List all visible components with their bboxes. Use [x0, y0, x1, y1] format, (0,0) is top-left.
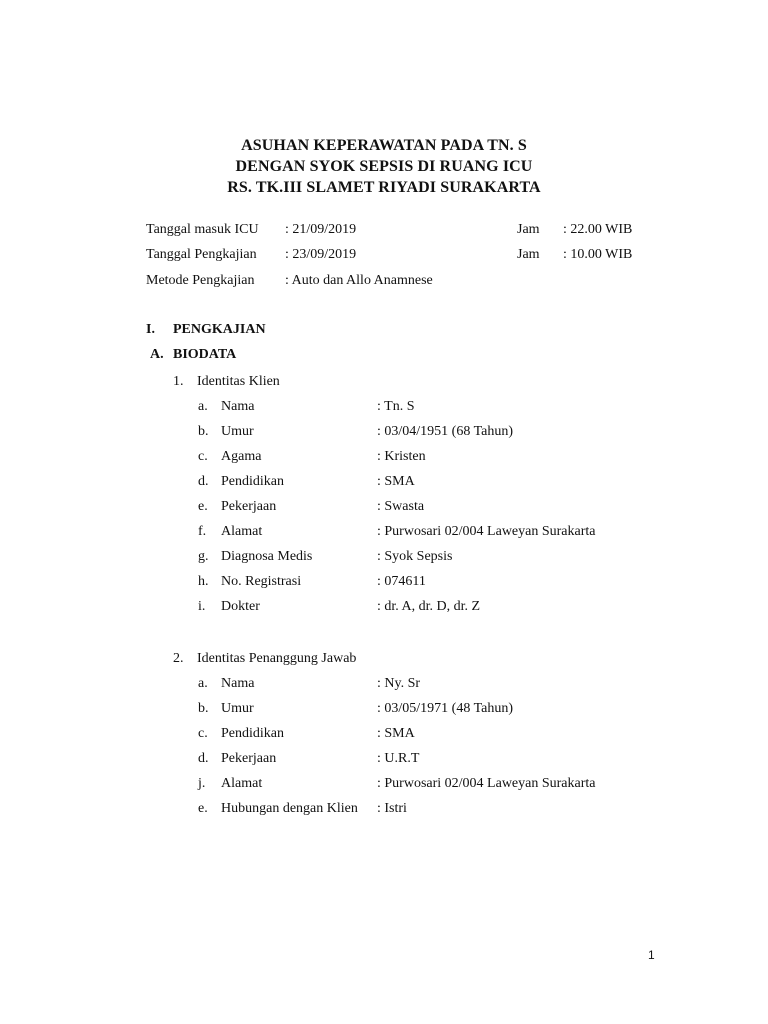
- pj-row-label: Nama: [221, 676, 255, 691]
- pj-row-value: : Ny. Sr: [377, 676, 421, 691]
- pj-row-label: Umur: [221, 701, 254, 716]
- metode-value: : Auto dan Allo Anamnese: [285, 273, 433, 288]
- pj-row-letter: j.: [198, 776, 206, 791]
- klien-row-label: Pendidikan: [221, 474, 284, 489]
- klien-row-value: : Kristen: [377, 449, 426, 464]
- klien-row-letter: h.: [198, 574, 209, 589]
- klien-row-label: Alamat: [221, 524, 263, 539]
- klien-number: 1.: [173, 374, 184, 389]
- pj-row-letter: b.: [198, 701, 209, 716]
- pj-row-label: Pekerjaan: [221, 751, 277, 766]
- klien-row-letter: e.: [198, 499, 208, 514]
- klien-row-value: : Tn. S: [377, 399, 415, 414]
- section-number: I.: [146, 322, 155, 337]
- pj-row-value: : SMA: [377, 726, 415, 741]
- jam-pengkajian-label: Jam: [517, 247, 540, 262]
- klien-row-value: : Swasta: [377, 499, 425, 514]
- klien-row-label: Umur: [221, 424, 254, 439]
- klien-row-value: : SMA: [377, 474, 415, 489]
- jam-masuk-label: Jam: [517, 222, 540, 237]
- page-number: 1: [648, 948, 655, 962]
- klien-row-value: : Syok Sepsis: [377, 549, 453, 564]
- klien-row-label: Pekerjaan: [221, 499, 277, 514]
- title-line-1: ASUHAN KEPERAWATAN PADA TN. S: [241, 137, 527, 154]
- pj-row-label: Pendidikan: [221, 726, 284, 741]
- tgl-pengkajian-label: Tanggal Pengkajian: [146, 247, 257, 262]
- klien-row-label: Dokter: [221, 599, 260, 614]
- klien-heading: Identitas Klien: [197, 374, 280, 389]
- pj-number: 2.: [173, 651, 184, 666]
- title-line-2: DENGAN SYOK SEPSIS DI RUANG ICU: [235, 158, 533, 175]
- metode-label: Metode Pengkajian: [146, 273, 255, 288]
- klien-row-label: Diagnosa Medis: [221, 549, 313, 564]
- pj-row-letter: d.: [198, 751, 209, 766]
- klien-row-value: : Purwosari 02/004 Laweyan Surakarta: [377, 524, 596, 539]
- klien-row-letter: a.: [198, 399, 208, 414]
- pj-row-value: : 03/05/1971 (48 Tahun): [377, 701, 514, 716]
- klien-row-value: : 074611: [377, 574, 426, 589]
- pj-row-label: Alamat: [221, 776, 263, 791]
- klien-row-letter: f.: [198, 524, 207, 539]
- subsection-letter: A.: [150, 347, 164, 362]
- klien-row-letter: i.: [198, 599, 206, 614]
- tgl-masuk-label: Tanggal masuk ICU: [146, 222, 259, 237]
- klien-row-label: No. Registrasi: [221, 574, 302, 589]
- title-line-3: RS. TK.III SLAMET RIYADI SURAKARTA: [227, 179, 541, 196]
- klien-row-value: : dr. A, dr. D, dr. Z: [377, 599, 481, 614]
- klien-row-letter: g.: [198, 549, 209, 564]
- tgl-pengkajian-value: : 23/09/2019: [285, 247, 357, 262]
- klien-row-letter: d.: [198, 474, 209, 489]
- klien-row-letter: c.: [198, 449, 208, 464]
- section-title: PENGKAJIAN: [173, 322, 266, 337]
- pj-heading: Identitas Penanggung Jawab: [197, 651, 357, 666]
- pj-row-value: : Purwosari 02/004 Laweyan Surakarta: [377, 776, 596, 791]
- pj-row-label: Hubungan dengan Klien: [221, 801, 358, 816]
- pj-row-letter: c.: [198, 726, 208, 741]
- klien-row-label: Nama: [221, 399, 255, 414]
- pj-row-letter: e.: [198, 801, 208, 816]
- pj-row-letter: a.: [198, 676, 208, 691]
- klien-row-value: : 03/04/1951 (68 Tahun): [377, 424, 514, 439]
- klien-row-letter: b.: [198, 424, 209, 439]
- tgl-masuk-value: : 21/09/2019: [285, 222, 357, 237]
- jam-pengkajian-value: : 10.00 WIB: [563, 247, 633, 262]
- klien-row-label: Agama: [221, 449, 262, 464]
- jam-masuk-value: : 22.00 WIB: [563, 222, 633, 237]
- subsection-title: BIODATA: [173, 347, 237, 362]
- pj-row-value: : U.R.T: [377, 751, 420, 766]
- pj-row-value: : Istri: [377, 801, 407, 816]
